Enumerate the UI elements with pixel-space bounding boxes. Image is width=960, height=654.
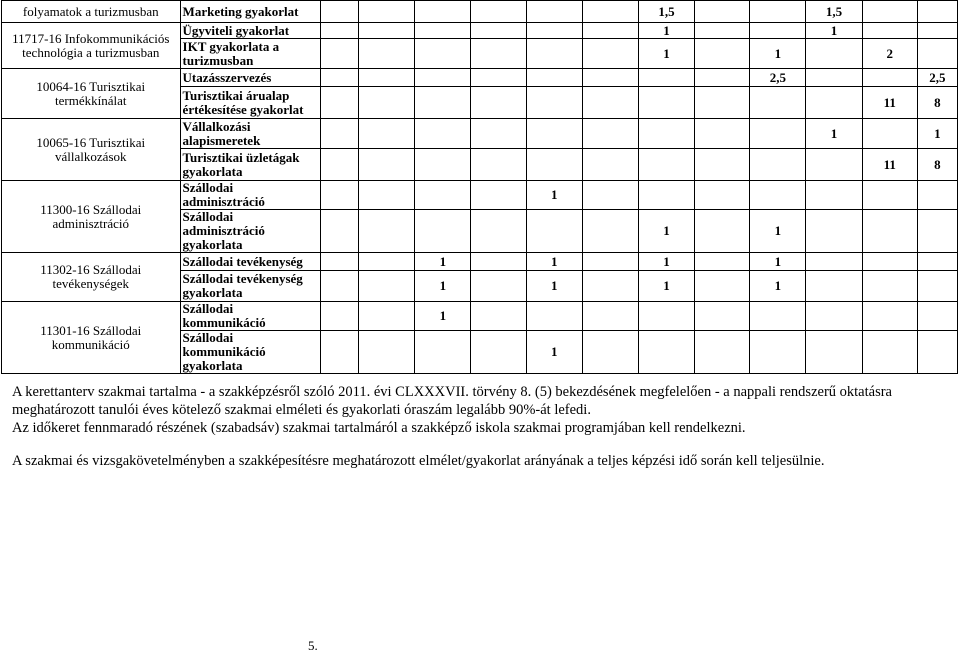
subject-cell: IKT gyakorlata a turizmusban xyxy=(180,39,320,69)
module-cell: 11717-16 Infokommunikációs technológia a turizmusban xyxy=(2,23,181,69)
hours-cell: 1 xyxy=(526,271,582,302)
hours-cell: 2,5 xyxy=(917,69,957,87)
hours-cell: 2,5 xyxy=(750,69,806,87)
hours-cell: 1 xyxy=(806,119,862,149)
table-row xyxy=(2,119,958,149)
subject-cell: Szállodai kommunikáció xyxy=(180,302,320,331)
module-cell: 11302-16 Szállodai tevékenységek xyxy=(2,253,181,302)
hours-cell: 1 xyxy=(415,302,471,331)
subject-cell: Szállodai adminisztráció xyxy=(180,181,320,210)
hours-cell: 1 xyxy=(750,271,806,302)
table-row xyxy=(2,23,958,39)
subject-cell: Vállalkozási alapismeretek xyxy=(180,119,320,149)
hours-cell: 1 xyxy=(415,271,471,302)
hours-cell: 1 xyxy=(638,210,694,253)
module-cell: 11300-16 Szállodai adminisztráció xyxy=(2,181,181,253)
page-number: 5. xyxy=(308,638,318,653)
hours-cell: 8 xyxy=(917,149,957,181)
note-paragraph: A kerettanterv szakmai tartalma - a szakképzésről szóló 2011. évi CLXXXVII. törvény 8. (5) bekezdésének megfelelően - a nappali rendszerű oktatásra meghatározott tanulói éves kötelező szakmai elméleti és gyakorlati óraszám legalább 90%-át lefedi. xyxy=(12,384,892,418)
hours-cell: 1 xyxy=(415,253,471,271)
hours-cell: 1 xyxy=(750,39,806,69)
subject-cell: Szállodai tevékenység gyakorlata xyxy=(180,271,320,302)
hours-cell: 1 xyxy=(806,23,862,39)
subject-cell: Szállodai adminisztráció gyakorlata xyxy=(180,210,320,253)
module-cell: 10064-16 Turisztikai termékkínálat xyxy=(2,69,181,119)
hours-cell: 1 xyxy=(917,119,957,149)
table-row xyxy=(2,253,958,271)
notes-section xyxy=(12,383,952,470)
module-cell: 10065-16 Turisztikai vállalkozások xyxy=(2,119,181,181)
table-row xyxy=(2,181,958,210)
hours-cell: 1 xyxy=(638,39,694,69)
hours-cell: 11 xyxy=(862,87,917,119)
subject-cell: Utazásszervezés xyxy=(180,69,320,87)
hours-cell: 1 xyxy=(638,23,694,39)
note-paragraph: A szakmai és vizsgakövetelményben a szakképesítésre meghatározott elmélet/gyakorlat arányának a teljes képzési idő során kell teljesülnie. xyxy=(12,453,825,469)
hours-cell: 1,5 xyxy=(806,1,862,23)
hours-cell: 1,5 xyxy=(638,1,694,23)
hours-cell: 1 xyxy=(526,331,582,374)
hours-cell: 1 xyxy=(750,210,806,253)
note-paragraph: Az időkeret fennmaradó részének (szabadsáv) szakmai tartalmáról a szakképző iskola szakmai programjában kell rendelkezni. xyxy=(12,420,746,436)
module-cell: folyamatok a turizmusban xyxy=(2,1,181,23)
subject-cell: Ügyviteli gyakorlat xyxy=(180,23,320,39)
hours-cell: 2 xyxy=(862,39,917,69)
hours-cell: 1 xyxy=(526,253,582,271)
subject-cell: Szállodai tevékenység xyxy=(180,253,320,271)
subject-cell: Szállodai kommunikáció gyakorlata xyxy=(180,331,320,374)
hours-cell: 1 xyxy=(526,181,582,210)
hours-cell: 1 xyxy=(638,271,694,302)
module-cell: 11301-16 Szállodai kommunikáció xyxy=(2,302,181,374)
subject-cell: Turisztikai árualap értékesítése gyakorlat xyxy=(180,87,320,119)
hours-cell: 1 xyxy=(638,253,694,271)
hours-cell: 11 xyxy=(862,149,917,181)
subject-cell: Marketing gyakorlat xyxy=(180,1,320,23)
table-row xyxy=(2,1,958,23)
hours-cell: 8 xyxy=(917,87,957,119)
table-row xyxy=(2,302,958,331)
hours-cell: 1 xyxy=(750,253,806,271)
table-row xyxy=(2,69,958,87)
curriculum-table xyxy=(1,0,958,374)
subject-cell: Turisztikai üzletágak gyakorlata xyxy=(180,149,320,181)
